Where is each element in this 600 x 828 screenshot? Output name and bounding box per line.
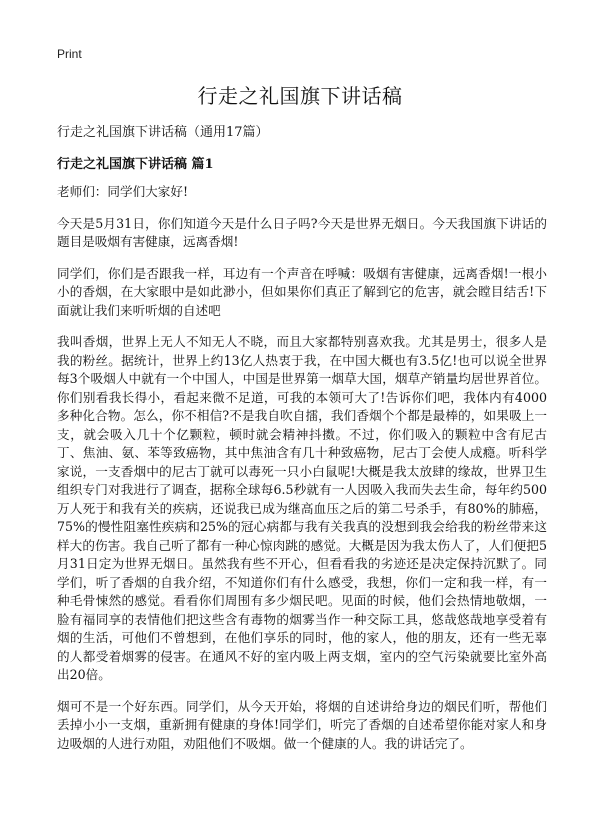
document-body xyxy=(57,183,547,766)
section-heading: 行走之礼国旗下讲话稿 篇1 xyxy=(57,157,214,172)
paragraph-conclusion: 烟可不是一个好东西。同学们，从今天开始，将烟的自述讲给身边的烟民们听，帮他们丢掉小小一支烟，重新拥有健康的身体!同学们，听完了香烟的自述希望你能对家人和身边吸烟的人进行劝阻，劝阻他们不吸烟。做一个健康的人。我的讲话完了。 xyxy=(57,698,547,751)
page-title: 行走之礼国旗下讲话稿 xyxy=(197,84,403,108)
paragraph-greeting: 老师们：同学们大家好! xyxy=(57,184,188,199)
paragraph-call: 同学们，你们是否跟我一样，耳边有一个声音在呼喊：吸烟有害健康，远离香烟!一根小小的香烟，在大家眼中是如此渺小，但如果你们真正了解到它的危害，就会瞠目结舌!下面就让我们来听听烟的自述吧 xyxy=(57,265,547,318)
paragraph-intro: 今天是5月31日，你们知道今天是什么日子吗?今天是世界无烟日。今天我国旗下讲话的题目是吸烟有害健康，远离香烟! xyxy=(57,215,547,249)
print-link[interactable]: Print xyxy=(57,47,82,61)
document-subtitle: 行走之礼国旗下讲话稿（通用17篇） xyxy=(57,125,269,140)
paragraph-cigarette-story: 我叫香烟，世界上无人不知无人不晓，而且大家都特别喜欢我。尤其是男士，很多人是我的粉丝。据统计，世界上约13亿人热衷于我，在中国大概也有3.5亿!也可以说全世界每3个吸烟人中就有一个中国人，中国是世界第一烟草大国，烟草产销量均居世界首位。你们别看我长得小，看起来微不足道，可我的本领可大了!告诉你们吧，我体内有4000多种化合物。怎么，你不相信?不是我自吹自擂，我们香烟个个都是最棒的，如果吸上一支，就会吸入几十个亿颗粒，顿时就会精神抖擞。不过，你们吸入的颗粒中含有尼古丁、焦油、氨、苯等致癌物，其中焦油含有几十种致癌物，尼古丁会使人成瘾。听科学家说，一支香烟中的尼古丁就可以毒死一只小白鼠呢!大概是我太放肆的缘故，世界卫生组织专门对我进行了调查，据称全球每6.5秒就有一人因吸入我而失去生命，每年约500万人死于和我有关的疾病，还说我已成为继高血压之后的第二号杀手，有80%的肺癌，75%的慢性阻塞性疾病和25%的冠心病都与我有关我真的没想到我会给我的粉丝带来这样大的伤害。我自己听了都有一种心惊肉跳的感觉。大概是因为我太伤人了，人们便把5月31日定为世界无烟日。虽然我有些不开心，但看看我的劣迹还是决定保持沉默了。同学们，听了香烟的自我介绍，不知道你们有什么感受，我想，你们一定和我一样，有一种毛骨悚然的感觉。看看你们周围有多少烟民吧。见面的时候，他们会热情地敬烟，一脸有福同享的表情他们把这些含有毒物的烟雾当作一种交际工具，悠哉悠哉地享受着有烟的生活，可他们不曾想到，在他们享乐的同时，他的家人，他的朋友，还有一些无辜的人都受着烟雾的侵害。在通风不好的室内吸上两支烟，室内的空气污染就要比室外高出20倍。 xyxy=(57,334,547,682)
